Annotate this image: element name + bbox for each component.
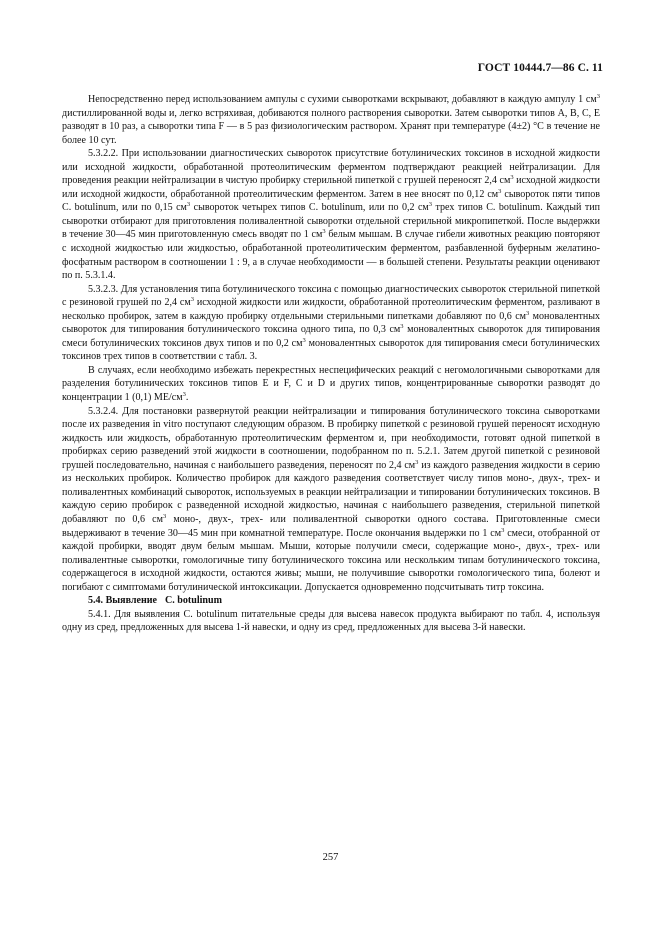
paragraph-cross-reactions: В случаях, если необходимо избежать перекрестных неспецифических реакций с негомологичными сыворотками для разделения ботулинических токсинов типов Е и F, С и D и других типов, концентрированные сыворотки разводят до концентрации 1 (0,1) $МЕ/см^3$. (62, 364, 600, 404)
page-number: 257 (322, 852, 339, 863)
section-heading-organism: С. botulinum (165, 595, 222, 607)
paragraph-5-3-2-3: 5.3.2.3. Для установления типа ботулинического токсина с помощью диагностических сывороток стерильной пипеткой с резиновой грушей по 2,4 $см^3$ исходной жидкости или жидкости, обработанной протеолитическим ферментом, разливают в несколько пробирок, затем в каждую пробирку отдельными стерильными пипетками добавляют по 0,6 $см^3$ моновалентных сывороток для типирования ботулинического токсина одного типа, по 0,3 $см^3$ моновалентных сывороток для типирования смеси ботулинических токсинов двух типов и по 0,2 $см^3$ моновалентных сывороток для типирования смеси ботулинических токсинов трех типов в соответствии с табл. 3. (62, 283, 601, 363)
section-heading-number: 5.4. Выявление (88, 595, 157, 607)
document-body (62, 93, 600, 635)
paragraph-5-4-1: 5.4.1. Для выявления С. botulinum питательные среды для высева навесок продукта выбирают по табл. 4, используя одну из сред, предложенных для высева 1-й навески, и одну из сред, предложенных для высева 3-й навески. (62, 608, 600, 634)
running-header: ГОСТ 10444.7—86 С. 11 (477, 62, 603, 74)
paragraph-5-3-2-4: 5.3.2.4. Для постановки развернутой реакции нейтрализации и типирования ботулинического токсина сыворотками после их разведения in vitro поступают следующим образом. В пробирку пипеткой с резиновой грушей переносят исходную жидкость или жидкость, обработанную протеолитическим ферментом и, при необходимости, готовят одной пипеткой в пробирках серию разведений этой жидкости в соотношении, подобранном по п. 5.2.1. Затем другой пипеткой с резиновой грушей последовательно, начиная с наибольшего разведения, переносят по 2,4 $см^3$ из каждого разведения жидкости в серию из нескольких пробирок. Количество пробирок для каждого разведения соответствует числу типов моно-, двух-, трех- и поливалентных комбинаций сывороток, используемых в реакции нейтрализации и типировании ботулинических токсинов. В каждую серию пробирок с разведенной исходной жидкостью, начиная с наибольшего разведения, стерильной пипеткой добавляют по 0,6 $см^3$ моно-, двух-, трех- или поливалентной сыворотки одного состава. Приготовленные смеси выдерживают в течение 30—45 мин при комнатной температуре. После окончания выдержки по 1 $см^3$ смеси, отобранной от каждой пробирки, вводят двум белым мышам. Мыши, которые получили смеси, содержащие моно-, двух-, трех- или поливалентные сыворотки, гомологичные типу ботулинического токсина или нескольким типам ботулинического токсина, содержащегося в исходной жидкости, остаются живы; мыши, не получившие сыворотки гомологического типа, болеют и погибают с симптомами ботулинической интоксикации. Допускается одновременно подсчитывать титр токсина. (62, 405, 600, 593)
paragraph-5-3-2-2: 5.3.2.2. При использовании диагностических сывороток присутствие ботулинических токсинов в исходной жидкости или исходной жидкости, обработанной протеолитическим ферментом подтверждают реакцией нейтрализации. Для проведения реакции нейтрализации в чистую пробирку стерильной пипеткой с грушей переносят 2,4 $см^3$ исходной жидкости или исходной жидкости, обработанной протеолитическим ферментом. Затем в нее вносят по 0,12 $см^3$ сывороток пяти типов С. botulinum, или по 0,15 $см^3$ сывороток четырех типов С. botulinum, или по 0,2 $см^3$ трех типов С. botulinum. Каждый тип сыворотки отбирают для приготовления поливалентной сыворотки отдельной стерильной микропипеткой. После выдержки в течение 30—45 мин приготовленную смесь вводят по 1 $см^3$ белым мышам. В случае гибели животных реакцию повторяют с исходной жидкостью или жидкостью, обработанной протеолитическим ферментом, разбавленной буферным желатино-фосфатным раствором в соотношении 1 : 9, а в случае необходимости — в большей степени. Результаты реакции оценивают по п. 5.3.1.4. (62, 148, 600, 282)
paragraph-ampoule-preparation: Непосредственно перед использованием ампулы с сухими сыворотками вскрывают, добавляют в каждую ампулу 1 $см^3$ дистиллированной воды и, легко встряхивая, добиваются полного растворения сыворотки. Затем сыворотки типов А, В, С, Е разводят в 10 раз, а сыворотки типа F — в 5 раз физиологическим раствором. Хранят при температуре (4±2) °С в течение не более 10 сут. (62, 93, 600, 146)
section-heading-5-4 (62, 594, 600, 608)
